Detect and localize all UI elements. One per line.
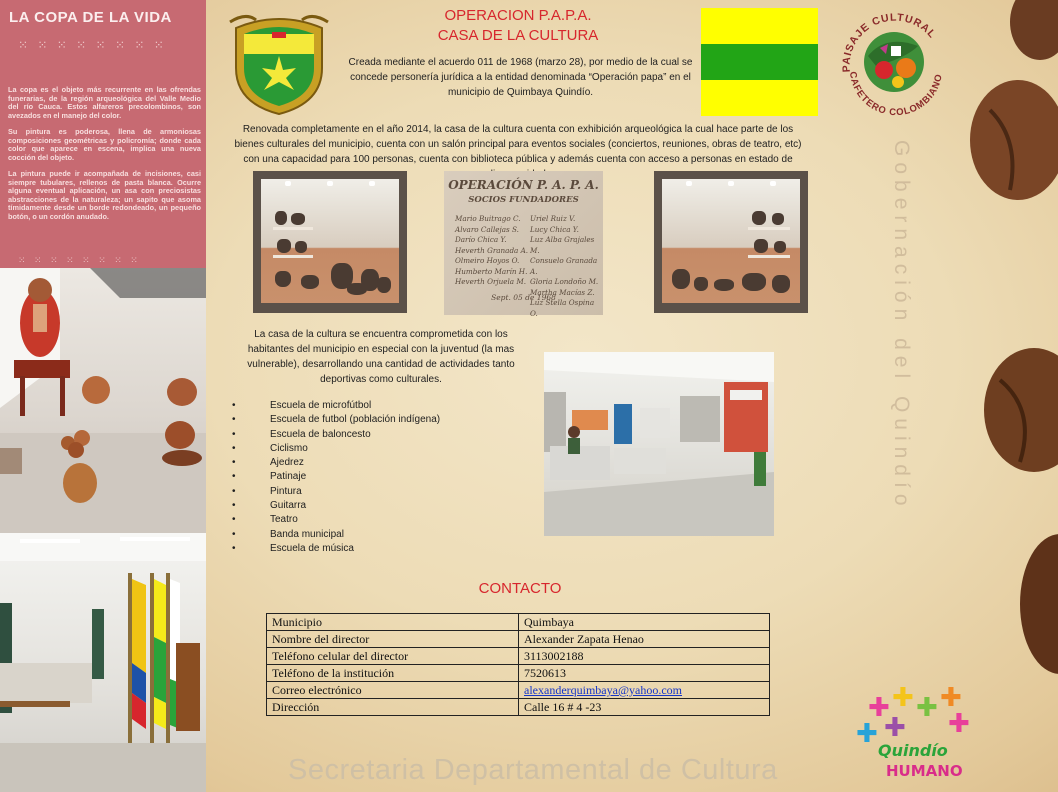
table-cell-value: Calle 16 # 4 -23 — [519, 699, 770, 716]
copa-paragraph: La copa es el objeto más recurrente en las ofrendas funerarias, de la región arqueológica del Valle Medio del río Cauca. Estos alfareros precolombinos, son avezados en el manejo del color. — [8, 85, 201, 120]
watermark-text — [878, 140, 924, 512]
founder-name: Alvaro Callejas S. — [455, 224, 519, 234]
founder-name: Heverth Orjuela M. — [455, 277, 527, 286]
activities-list — [230, 399, 530, 556]
svg-text:✚: ✚ — [856, 719, 878, 749]
svg-text:✚: ✚ — [948, 709, 970, 739]
list-item: • Patinaje — [230, 470, 530, 484]
founder-name: Gloria Londoño M. — [530, 277, 599, 286]
table-cell-label: Correo electrónico — [267, 682, 519, 699]
plaque-title: OPERACIÓN P. A. P. A. — [448, 178, 599, 192]
coffee-beans-border — [950, 0, 1058, 792]
founder-name: Uriel Ruiz V. — [530, 214, 576, 223]
copa-paragraph: La pintura puede ir acompañada de incisiones, casi siempre tubulares, rellenos de pasta blanca. Ocurre alguna eventual aplicación, un asa con preciosistas abstracciones de la naturaleza; un sapito que asoma tímidamente desde un borde redondeado, un pequeño botón, o un cordón anudado. — [8, 169, 201, 221]
founder-name: Consuelo Granada A. — [530, 256, 598, 276]
quimbaya-coat-of-arms — [226, 8, 332, 116]
list-item: • Escuela de futbol (población indígena) — [230, 413, 530, 427]
svg-text:✚: ✚ — [940, 683, 962, 713]
list-item: • Guitarra — [230, 499, 530, 513]
table-row — [267, 648, 770, 665]
page-title: OPERACION P.A.P.A. — [444, 7, 592, 24]
table-cell-value: 7520613 — [519, 665, 770, 682]
list-item: • Banda municipal — [230, 528, 530, 542]
list-item: • Escuela de microfútbol — [230, 399, 530, 413]
archaeology-vitrine-photo-left — [253, 171, 407, 313]
table-cell-label: Nombre del director — [267, 631, 519, 648]
founder-name: Martha Macías Z. — [530, 287, 595, 297]
copa-ornament: ⁙ ⁙ ⁙ ⁙ ⁙ ⁙ ⁙ ⁙ — [18, 38, 167, 52]
founder-name: Luz Stella Ospina O. — [530, 298, 595, 318]
founder-name: Olmeiro Hoyos O. — [455, 256, 520, 265]
commitment-paragraph: La casa de la cultura se encuentra comprometida con los habitantes del municipio en especial con la juventud (la mas vulnerable), desarrollando una cantidad de actividades tanto deportivas como culturales. — [247, 329, 515, 385]
plaque-subtitle: SOCIOS FUNDADORES — [468, 195, 579, 205]
table-cell-value: 3113002188 — [519, 648, 770, 665]
quindio-humano-logo — [848, 676, 980, 786]
table-row — [267, 682, 770, 699]
founder-name: Humberto Marín H. — [455, 266, 528, 276]
contact-table — [266, 613, 770, 716]
table-cell-label: Teléfono celular del director — [267, 648, 519, 665]
email-link[interactable]: alexanderquimbaya@yahoo.com — [524, 683, 682, 697]
table-cell-value: Quimbaya — [519, 614, 770, 631]
table-cell-label: Dirección — [267, 699, 519, 716]
cultural-house-interior-photo — [544, 352, 774, 536]
table-cell-value: Alexander Zapata Henao — [519, 631, 770, 648]
flag-band-bottom — [701, 80, 818, 116]
svg-text:✚: ✚ — [892, 683, 914, 713]
table-cell-label: Teléfono de la institución — [267, 665, 519, 682]
svg-text:✚: ✚ — [868, 693, 890, 723]
founders-plaque-photo — [444, 171, 603, 318]
foundation-description: Creada mediante el acuerdo 011 de 1968 (marzo 28), por medio de la cual se concede personería jurídica a la entidad denominada “Operación papa” en el municipio de Quimbaya Quindío. — [348, 57, 693, 98]
copa-ornament: ⁙ ⁙ ⁙ ⁙ ⁙ ⁙ ⁙ ⁙ — [18, 255, 141, 265]
contact-heading: CONTACTO — [478, 580, 562, 597]
paisaje-cultural-cafetero-logo — [836, 6, 954, 118]
list-item: • Ciclismo — [230, 442, 530, 456]
list-item: • Escuela de música — [230, 542, 530, 556]
table-row — [267, 665, 770, 682]
left-photo-column — [0, 0, 206, 792]
table-row — [267, 631, 770, 648]
plaque-names-left — [455, 214, 528, 288]
plaque-names-right — [530, 214, 603, 319]
founder-name: Heverth Granada A. — [455, 245, 529, 255]
founder-name: Lucy Chica Y. — [530, 224, 579, 234]
watermark-vertical-text: Gobernación del Quindío — [890, 140, 913, 512]
table-cell-value — [519, 682, 770, 699]
paisaje-logo-top-text: PAISAJE CULTURAL — [840, 11, 939, 73]
logo-word-humano: HUMANO — [886, 762, 963, 780]
copa-paragraph: Su pintura es poderosa, llena de armoniosas composiciones geométricas y policromía; donde cada color que aparece en escena, implica una nueva cocción del objeto. — [8, 127, 201, 162]
founder-name: Darío Chica Y. — [455, 235, 507, 244]
renovation-paragraph: Renovada completamente en el año 2014, la casa de la cultura cuenta con exhibición arqueológica la cual hace parte de los bienes culturales del municipio, cuenta con un salón principal para eventos sociales (conciertos, reuniones, obras de teatro, etc) con una capacidad para 100 personas, cuenta con biblioteca pública y además cuenta con acceso a personas en estado de — [234, 124, 802, 165]
founder-name: Luz Alba Grajales M. — [530, 235, 595, 255]
svg-text:✚: ✚ — [884, 713, 906, 743]
list-item: • Escuela de baloncesto — [230, 428, 530, 442]
archaeology-vitrine-photo-right — [654, 171, 808, 313]
table-row — [267, 699, 770, 716]
quimbaya-flag — [701, 8, 818, 116]
plaque-date: Sept. 05 de 1968 — [491, 293, 556, 302]
footer-secretaria: Secretaria Departamental de Cultura — [288, 754, 778, 786]
table-cell-label: Municipio — [267, 614, 519, 631]
founder-name: Mario Buitrago C. — [455, 214, 521, 223]
page-subtitle: CASA DE LA CULTURA — [437, 27, 599, 44]
list-item: • Ajedrez — [230, 456, 530, 470]
logo-word-quindio: Quindío — [878, 741, 948, 760]
list-item: • Teatro — [230, 513, 530, 527]
copa-de-la-vida-panel — [0, 0, 206, 268]
flag-band-top — [701, 8, 818, 44]
flag-band-middle — [701, 44, 818, 80]
flags-room-photo — [0, 533, 206, 792]
copa-title: LA COPA DE LA VIDA — [9, 9, 172, 26]
list-item: • Pintura — [230, 485, 530, 499]
table-row — [267, 614, 770, 631]
paisaje-logo-bottom-text: CAFETERO COLOMBIANO — [846, 70, 945, 118]
museum-statue-photo — [0, 268, 206, 533]
svg-text:✚: ✚ — [916, 693, 938, 723]
